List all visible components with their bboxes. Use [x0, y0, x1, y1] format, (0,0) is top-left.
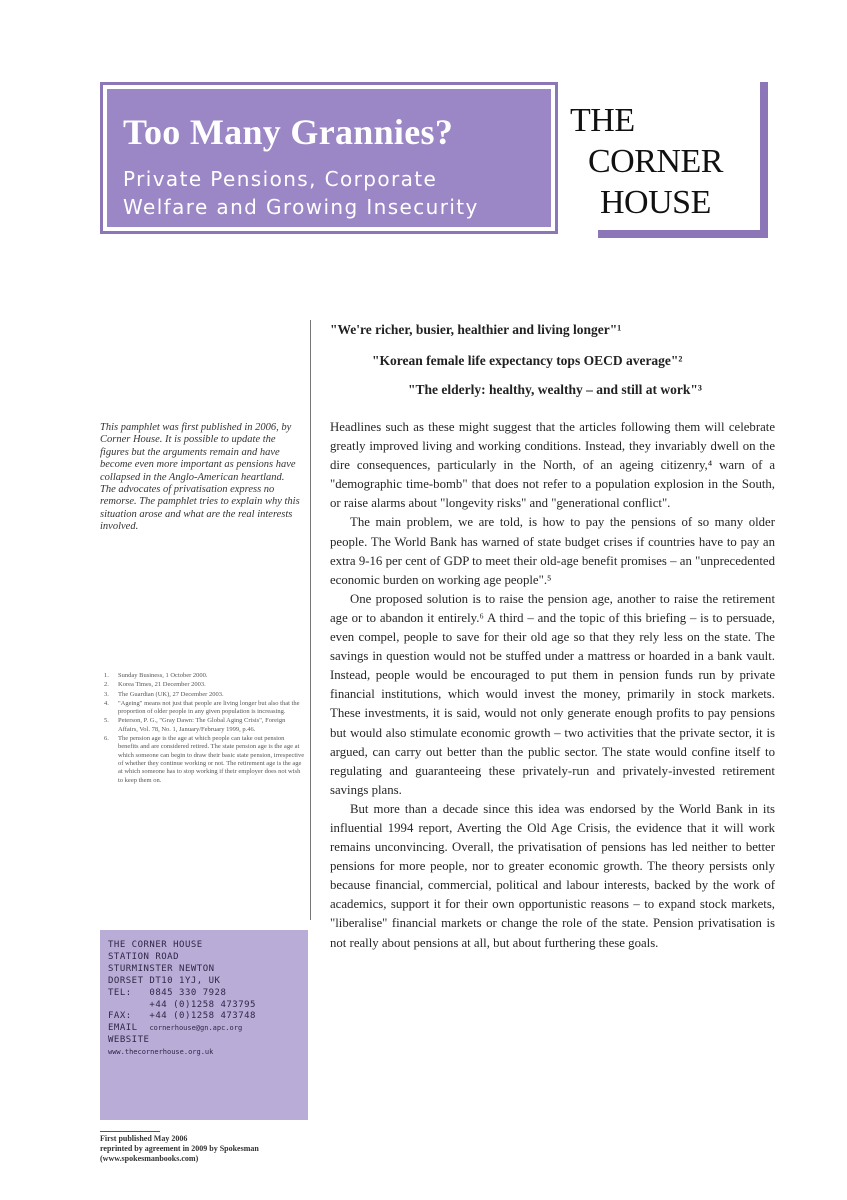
- corner-house-logo: [570, 82, 768, 238]
- footnote-number: 1.: [104, 672, 109, 679]
- subtitle-line-1: Private Pensions, Corporate: [123, 167, 438, 191]
- contact-fax: FAX: +44 (0)1258 473748: [108, 1011, 256, 1022]
- footnote-number: 6.: [104, 735, 109, 743]
- footnote: [100, 691, 305, 699]
- contact-email-link[interactable]: cornerhouse@gn.apc.org: [149, 1024, 243, 1033]
- intro-note: This pamphlet was first published in 2006, by Corner House. It is possible to update the figures but the arguments remain and have become even more important as pensions have collapsed in the Anglo-American heartland. The advocates of privatisation express no remorse. The pamphlet tries to explain why this situation arose and what are the real interests involved.: [100, 422, 300, 533]
- headline-quote-3: "The elderly: healthy, wealthy – and still at work"³: [408, 382, 702, 397]
- footnote-number: 5.: [104, 717, 109, 725]
- contact-website-label: WEBSITE: [108, 1035, 150, 1046]
- footnote: [100, 672, 305, 680]
- body-paragraph-3: One proposed solution is to raise the pension age, another to raise the retirement age or to abandon it entirely.⁶ A third – and the topic of this briefing – is to persuade, even compel, people to save for their old age so that they rely less on the state. The savings in question would not be stuffed under a mattress or hoarded in a bank vault. Instead, people would be encouraged to put them in pension funds run by private financial institutions, which would invest the money, primarily in stock markets. These investments, it is said, would not only generate enough profits to pay pensions but would also stimulate economic growth – two activities that the private sector, it is argued, can carry out better than the public sector. The state would confine itself to regulating and guaranteeing these privately-run and privately-invested retirement savings plans.: [330, 591, 775, 797]
- footnote: [100, 700, 305, 717]
- footnote-number: 2.: [104, 681, 109, 689]
- publication-rule: [100, 1131, 160, 1132]
- column-divider: [310, 320, 311, 920]
- contact-website-link[interactable]: www.thecornerhouse.org.uk: [108, 1048, 214, 1057]
- headline-quote-2: "Korean female life expectancy tops OECD average"²: [372, 353, 683, 368]
- contact-email-label: EMAIL: [108, 1023, 138, 1034]
- contact-town: STURMINSTER NEWTON: [108, 963, 215, 974]
- footnote-number: 4.: [104, 699, 109, 707]
- footnote: [100, 681, 305, 689]
- footnote: [100, 717, 305, 734]
- body-paragraph-4: But more than a decade since this idea was endorsed by the World Bank in its influential 1994 report, Averting the Old Age Crisis, the evidence that it will work remains unconvincing. Overall, the privatisation of pensions has led neither to better pensions for more people, nor to greater economic growth. The theory persists only because financial, commercial, political and labour interests, backed by the work of academics, support it for their own opportunistic reasons – to expand stock markets, "liberalise" financial markets or change the role of the state. Pension privatisation is not really about pensions at all, but about furthering these goals.: [330, 801, 775, 950]
- publication-line-1: First published May 2006: [100, 1134, 188, 1143]
- contact-email-row: [108, 1023, 300, 1035]
- contact-box: [100, 930, 308, 1120]
- footnote-number: 3.: [104, 690, 109, 698]
- main-body-text: [330, 418, 775, 953]
- document-title: Too Many Grannies?: [123, 112, 454, 152]
- contact-county: DORSET DT10 1YJ, UK: [108, 975, 221, 986]
- title-panel: [107, 89, 551, 227]
- logo-line-3: HOUSE: [600, 184, 711, 221]
- contact-tel-intl: +44 (0)1258 473795: [108, 999, 256, 1010]
- footnote-text: Sunday Business, 1 October 2000.: [118, 672, 208, 679]
- headline-quote-1: "We're richer, busier, healthier and living longer"¹: [330, 322, 622, 337]
- logo-text: [570, 100, 723, 223]
- body-paragraph-1: Headlines such as these might suggest that the articles following them will celebrate greatly improved living and working conditions. Instead, they invariably dwell on the dire consequences, particularly in the North, of an ageing citizenry,⁴ warn of a "demographic time-bomb" that does not refer to a population explosion in the South, or raise alarms about "longevity risks" and "generational conflict".: [330, 420, 775, 511]
- footnote-text: Peterson, P. G., "Gray Dawn: The Global Aging Crisis", Foreign Affairs, Vol. 78, No. 1, January/February 1999, p.46.: [118, 717, 286, 733]
- title-box: [100, 82, 558, 234]
- publication-line-2: reprinted by agreement in 2009 by Spokesman: [100, 1144, 259, 1153]
- logo-bar-vertical: [760, 82, 768, 238]
- footnotes-list: [100, 672, 305, 786]
- subtitle-line-2: Welfare and Growing Insecurity: [123, 195, 479, 219]
- publication-line-3: (www.spokesmanbooks.com): [100, 1154, 199, 1163]
- footnote-text: "Ageing" means not just that people are living longer but also that the proportion of older people in any given population is increasing.: [118, 699, 300, 716]
- publication-note: [100, 1134, 350, 1164]
- logo-bar-horizontal: [598, 230, 768, 238]
- contact-org: THE CORNER HOUSE: [108, 940, 203, 950]
- footnote: [100, 735, 305, 785]
- footnote-text: The pension age is the age at which people can take out pension benefits and are considered retired. The state pension age is the age at which someone can begin to draw their basic state pension, irrespective of whether they continue working or not. The retirement age is the age at which someone has to stop working if their employer does not wish to keep them on.: [118, 735, 305, 784]
- footnote-text: The Guardian (UK), 27 December 2003.: [118, 690, 224, 698]
- body-paragraph-2: The main problem, we are told, is how to pay the pensions of so many older people. The World Bank has warned of state budget crises if countries have to pay an extra 9-16 per cent of GDP to meet their old-age benefit promises – an "unprecedented economic burden on working age people".⁵: [330, 515, 775, 587]
- contact-tel: TEL: 0845 330 7928: [108, 987, 227, 998]
- logo-line-1: THE: [570, 102, 635, 139]
- footnote-text: Korea Times, 21 December 2003.: [118, 681, 206, 689]
- contact-street: STATION ROAD: [108, 951, 180, 962]
- document-subtitle: [123, 165, 479, 221]
- logo-line-2: CORNER: [588, 143, 723, 180]
